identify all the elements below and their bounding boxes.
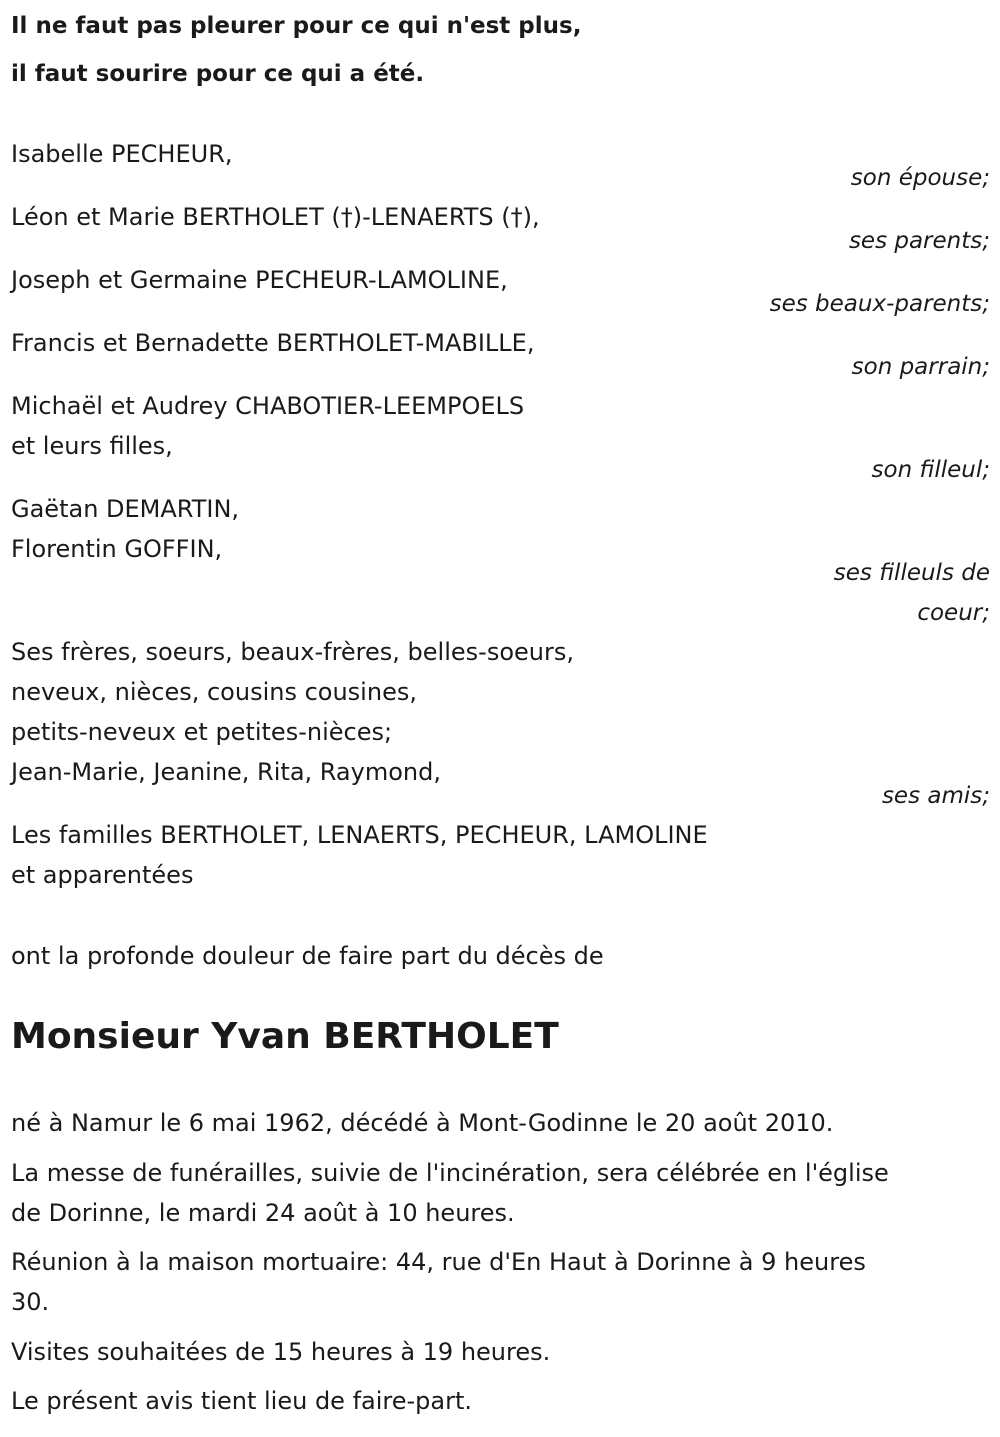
family-member: Ses frères, soeurs, beaux-frères, belles-soeurs, bbox=[11, 638, 574, 666]
family-member: Florentin GOFFIN, bbox=[11, 535, 223, 563]
family-member: Joseph et Germaine PECHEUR-LAMOLINE, bbox=[11, 266, 508, 294]
detail-line: Le présent avis tient lieu de faire-part. bbox=[11, 1387, 473, 1415]
family-role: coeur; bbox=[917, 600, 990, 626]
family-member: Léon et Marie BERTHOLET (†)-LENAERTS (†), bbox=[11, 203, 540, 231]
family-member: Michaël et Audrey CHABOTIER-LEEMPOELS bbox=[11, 392, 525, 420]
family-member: Isabelle PECHEUR, bbox=[11, 140, 233, 168]
family-member: et leurs filles, bbox=[11, 432, 173, 460]
family-role: son parrain; bbox=[851, 354, 990, 380]
family-role: ses filleuls de bbox=[833, 560, 990, 586]
detail-line: 30. bbox=[11, 1288, 50, 1316]
epigraph-line-1: Il ne faut pas pleurer pour ce qui n'est plus, bbox=[11, 13, 582, 39]
family-member: neveux, nièces, cousins cousines, bbox=[11, 678, 417, 706]
family-member: Gaëtan DEMARTIN, bbox=[11, 495, 240, 523]
family-member: Jean-Marie, Jeanine, Rita, Raymond, bbox=[11, 758, 441, 786]
announcement-text: ont la profonde douleur de faire part du décès de bbox=[11, 942, 604, 970]
detail-line: La messe de funérailles, suivie de l'incinération, sera célébrée en l'église bbox=[11, 1159, 889, 1187]
detail-line: de Dorinne, le mardi 24 août à 10 heures. bbox=[11, 1199, 515, 1227]
family-role: ses amis; bbox=[881, 783, 990, 809]
family-member: et apparentées bbox=[11, 861, 194, 889]
detail-line: Réunion à la maison mortuaire: 44, rue d'En Haut à Dorinne à 9 heures bbox=[11, 1248, 866, 1276]
family-member: petits-neveux et petites-nièces; bbox=[11, 718, 393, 746]
detail-line: né à Namur le 6 mai 1962, décédé à Mont-Godinne le 20 août 2010. bbox=[11, 1109, 834, 1137]
family-role: son épouse; bbox=[850, 165, 990, 191]
family-role: son filleul; bbox=[871, 457, 990, 483]
family-role: ses beaux-parents; bbox=[769, 291, 990, 317]
detail-line: Visites souhaitées de 15 heures à 19 heures. bbox=[11, 1338, 551, 1366]
epigraph-line-2: il faut sourire pour ce qui a été. bbox=[11, 61, 425, 87]
family-role: ses parents; bbox=[848, 228, 990, 254]
deceased-name: Monsieur Yvan BERTHOLET bbox=[11, 1016, 559, 1057]
family-member: Francis et Bernadette BERTHOLET-MABILLE, bbox=[11, 329, 535, 357]
family-member: Les familles BERTHOLET, LENAERTS, PECHEUR, LAMOLINE bbox=[11, 821, 708, 849]
